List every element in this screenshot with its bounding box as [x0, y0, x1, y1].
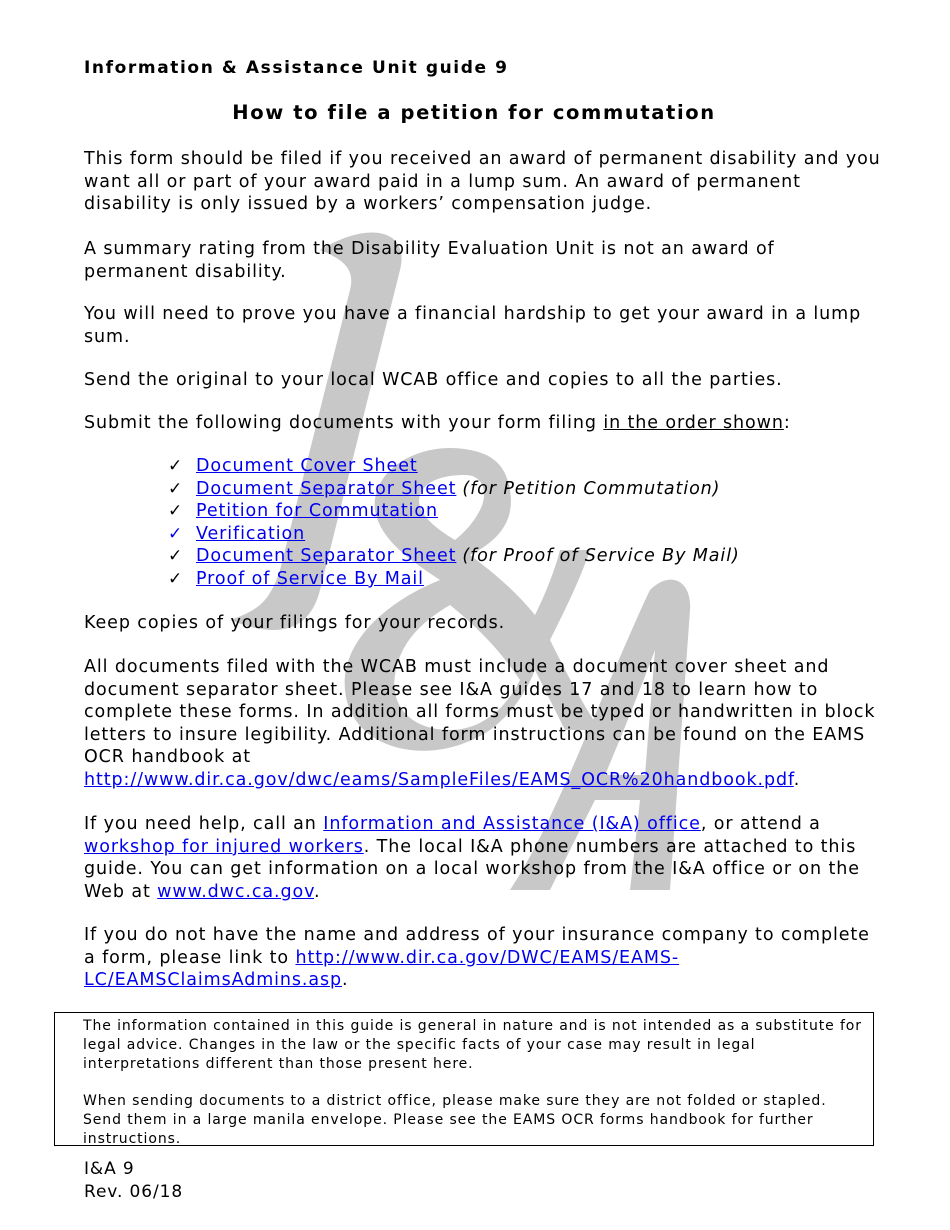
list-item-note: (for Petition Commutation): [462, 478, 721, 499]
document-separator-sheet-link[interactable]: Document Separator Sheet: [196, 546, 457, 567]
list-item: [168, 500, 740, 523]
checkmark-icon: ✓: [168, 456, 184, 476]
intro-paragraph: This form should be filed if you received an award of permanent disability and you want all or part of your award paid in a lump sum. An award of permanent disability is only issued by a workers’ compensation judge.: [84, 149, 881, 214]
list-item: [168, 545, 740, 568]
send-original-paragraph: Send the original to your local WCAB office and copies to all the parties.: [84, 370, 783, 390]
guide-header: Information & Assistance Unit guide 9: [84, 58, 509, 78]
ia-office-link[interactable]: Information and Assistance (I&A) office: [323, 814, 701, 834]
required-documents-list: [168, 455, 740, 591]
eams-text: All documents filed with the WCAB must include a document cover sheet and document separator sheet. Please see I&A guides 17 and 18 to learn how to complete these forms. In addition all forms must be typed or handwritten in block letters to insure legibility. Additional form instructions can be found on the EAMS OCR handbook at: [84, 657, 876, 767]
claims-admins-link[interactable]: http://www.dir.ca.gov/DWC/EAMS/EAMS-LC/EAMSClaimsAdmins.asp: [84, 947, 680, 990]
checkmark-icon: ✓: [168, 568, 184, 589]
checkmark-icon: ✓: [168, 523, 184, 544]
checkmark-icon: ✓: [168, 546, 184, 567]
list-item: [168, 478, 740, 501]
petition-for-commutation-link[interactable]: Petition for Commutation: [196, 501, 438, 522]
checkmark-icon: ✓: [168, 501, 184, 522]
list-item-note: (for Proof of Service By Mail): [462, 546, 740, 567]
document-cover-sheet-link[interactable]: Document Cover Sheet: [196, 456, 418, 476]
page-title: How to file a petition for commutation: [232, 101, 716, 124]
eams-end: .: [793, 769, 801, 790]
submit-documents-colon: :: [783, 413, 791, 433]
help-text-a: If you need help, call an: [84, 814, 324, 834]
help-paragraph: [84, 813, 884, 903]
submit-documents-paragraph: [84, 412, 884, 435]
keep-copies-paragraph: Keep copies of your filings for your records.: [84, 613, 506, 633]
disclaimer-legal-text: The information contained in this guide is general in nature and is not intended as a substitute for legal advice. Changes in the law or the specific facts of your case may result in legal interpretations different than those present here.: [83, 1018, 862, 1072]
insurance-text: If you do not have the name and address of your insurance company to complete a form, please link to: [84, 925, 870, 968]
eams-paragraph: [84, 656, 884, 791]
document-separator-sheet-link[interactable]: Document Separator Sheet: [196, 478, 457, 499]
in-order-shown-text: in the order shown: [603, 413, 784, 433]
submit-documents-text: Submit the following documents with your form filing: [84, 413, 604, 433]
list-item: [168, 523, 740, 546]
disclaimer-mailing-text: When sending documents to a district office, please make sure they are not folded or stapled. Send them in a large manila envelope. Please see the EAMS OCR forms handbook for further instructions.: [83, 1093, 827, 1147]
proof-of-service-link[interactable]: Proof of Service By Mail: [196, 568, 424, 589]
checkmark-icon: ✓: [168, 478, 184, 499]
help-text-d: .: [314, 881, 321, 902]
eams-handbook-link[interactable]: http://www.dir.ca.gov/dwc/eams/SampleFiles/EAMS_OCR%20handbook.pdf: [84, 769, 794, 790]
dwc-website-link[interactable]: www.dwc.ca.gov: [157, 881, 314, 902]
help-text-b: , or attend a: [700, 814, 821, 834]
list-item: [168, 568, 740, 591]
page-footer: [84, 1158, 183, 1204]
insurance-end: .: [342, 970, 349, 990]
insurance-paragraph: [84, 924, 884, 992]
workshop-link[interactable]: workshop for injured workers: [84, 836, 364, 857]
verification-link[interactable]: Verification: [196, 523, 306, 544]
disclaimer-box: [54, 1012, 874, 1146]
guide-number: I&A 9: [84, 1159, 135, 1179]
summary-rating-paragraph: A summary rating from the Disability Evaluation Unit is not an award of permanent disability.: [84, 239, 775, 282]
help-text-c: . The local I&A phone numbers are attached to this guide. You can get information on a local workshop from the I&A office or on the Web at: [84, 836, 860, 902]
revision-date: Rev. 06/18: [84, 1182, 184, 1202]
hardship-paragraph: You will need to prove you have a financial hardship to get your award in a lump sum.: [84, 304, 862, 347]
list-item: [168, 455, 740, 478]
